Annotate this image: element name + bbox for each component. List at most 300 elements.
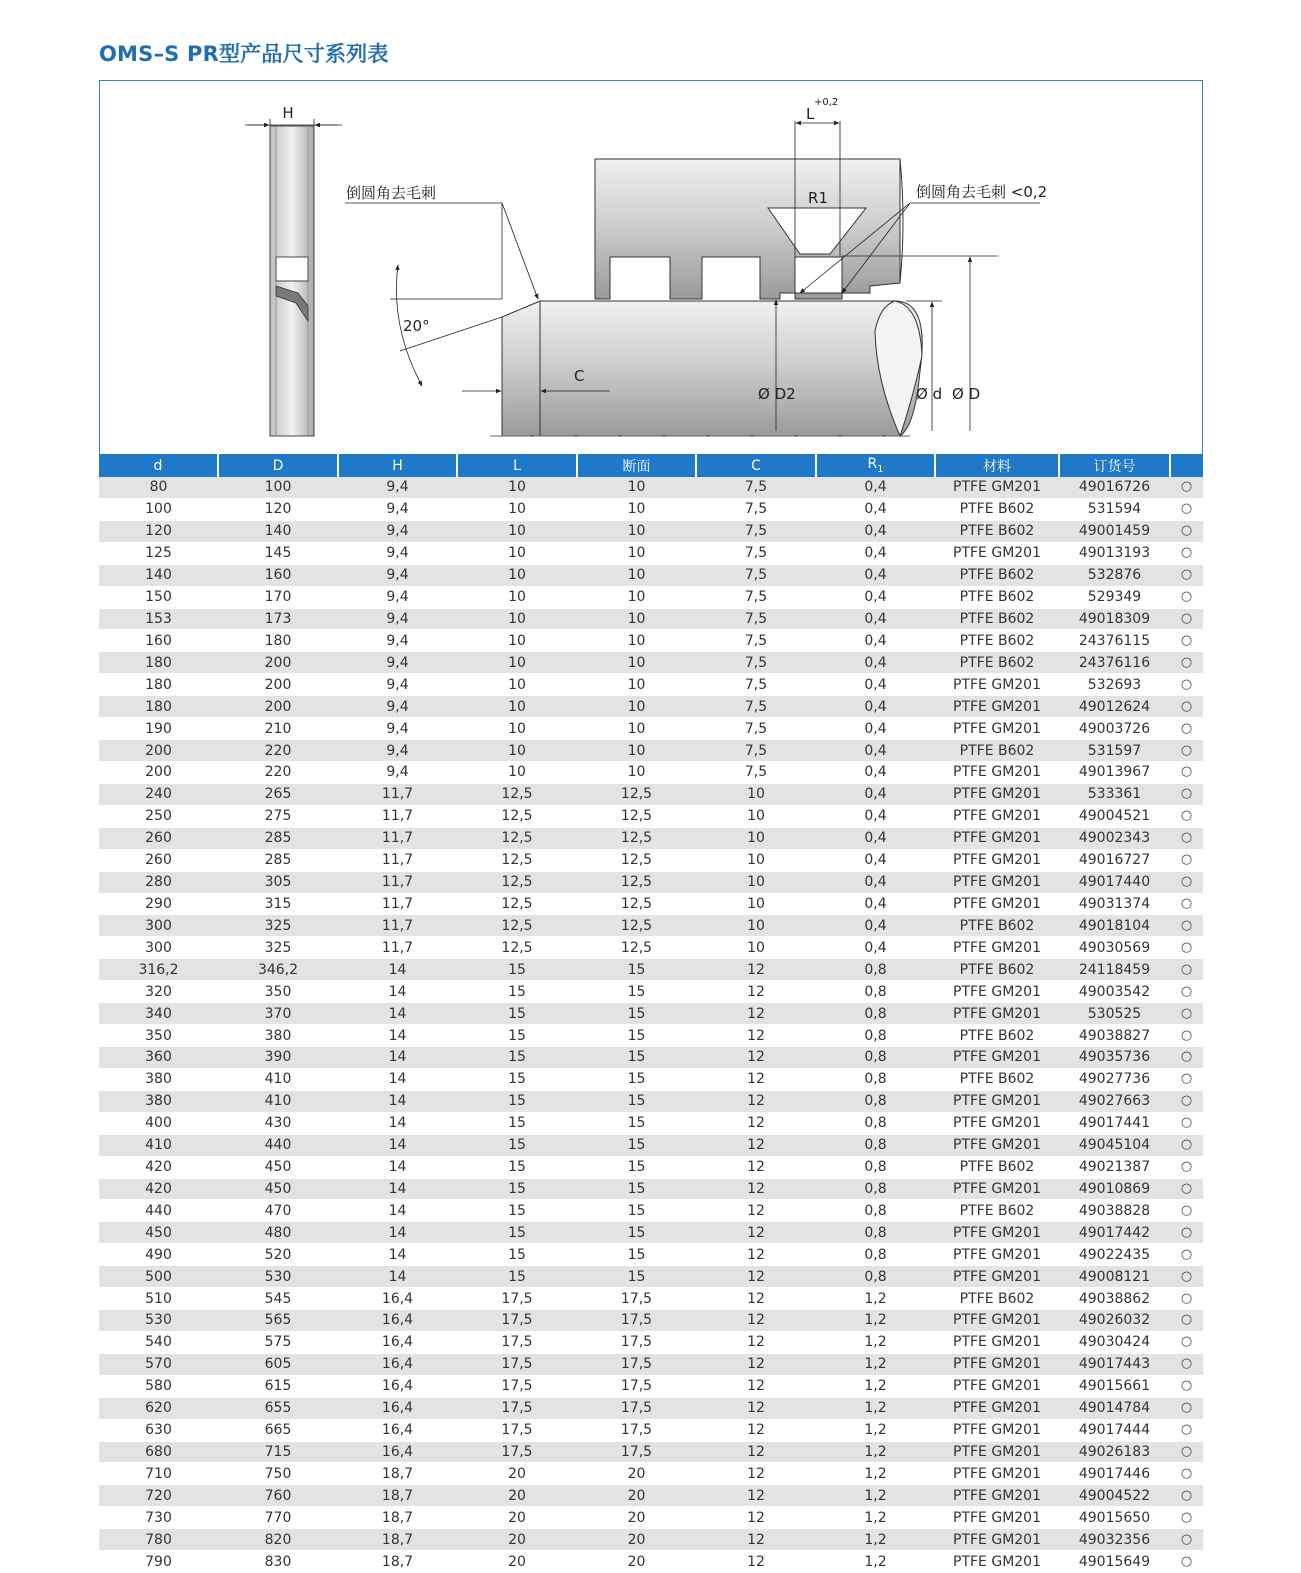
availability-mark: ○: [1170, 1507, 1203, 1529]
cell-D: 120: [218, 498, 338, 520]
cell-c: 7,5: [696, 718, 816, 740]
cell-l: 15: [457, 1046, 577, 1068]
cell-l: 15: [457, 981, 577, 1003]
cell-l: 10: [457, 674, 577, 696]
cell-c: 10: [696, 827, 816, 849]
cell-l: 10: [457, 542, 577, 564]
cell-material: PTFE GM201: [935, 1178, 1059, 1200]
availability-mark: ○: [1170, 1485, 1203, 1507]
availability-mark: ○: [1170, 652, 1203, 674]
table-row: [99, 937, 1203, 959]
cell-D: 285: [218, 827, 338, 849]
cell-D: 210: [218, 718, 338, 740]
table-row: [99, 477, 1203, 498]
availability-mark: ○: [1170, 893, 1203, 915]
table-row: [99, 1310, 1203, 1332]
cell-h: 9,4: [338, 564, 457, 586]
table-row: [99, 542, 1203, 564]
cell-r1: 1,2: [816, 1441, 935, 1463]
cell-material: PTFE GM201: [935, 1463, 1059, 1485]
cell-d: 280: [99, 871, 218, 893]
cell-section: 15: [577, 1068, 696, 1090]
cell-section: 20: [577, 1463, 696, 1485]
cell-l: 17,5: [457, 1310, 577, 1332]
cell-section: 17,5: [577, 1310, 696, 1332]
table-row: [99, 740, 1203, 762]
header-r1-sub: 1: [877, 463, 884, 475]
cell-order-no: 49018104: [1059, 915, 1170, 937]
cell-order-no: 49030424: [1059, 1331, 1170, 1353]
cell-l: 12,5: [457, 915, 577, 937]
table-row: [99, 718, 1203, 740]
cell-order-no: 49015649: [1059, 1551, 1170, 1573]
availability-mark: ○: [1170, 1222, 1203, 1244]
cell-c: 10: [696, 915, 816, 937]
availability-mark: ○: [1170, 1441, 1203, 1463]
table-row: [99, 1485, 1203, 1507]
cell-h: 16,4: [338, 1441, 457, 1463]
availability-mark: ○: [1170, 871, 1203, 893]
availability-mark: ○: [1170, 1310, 1203, 1332]
cell-order-no: 49026183: [1059, 1441, 1170, 1463]
dim-l-label: L: [806, 105, 815, 123]
size-series-table: [99, 454, 1203, 1573]
cell-D: 545: [218, 1288, 338, 1310]
cell-order-no: 49021387: [1059, 1156, 1170, 1178]
cell-section: 12,5: [577, 849, 696, 871]
table-row: [99, 871, 1203, 893]
cell-l: 12,5: [457, 871, 577, 893]
table-row: [99, 1331, 1203, 1353]
cell-c: 7,5: [696, 498, 816, 520]
availability-mark: ○: [1170, 586, 1203, 608]
table-row: [99, 893, 1203, 915]
table-row: [99, 1222, 1203, 1244]
cell-r1: 0,4: [816, 827, 935, 849]
cell-d: 180: [99, 674, 218, 696]
table-row: [99, 520, 1203, 542]
cell-l: 15: [457, 1266, 577, 1288]
cell-section: 10: [577, 740, 696, 762]
cell-r1: 1,2: [816, 1419, 935, 1441]
cell-r1: 0,4: [816, 849, 935, 871]
angle-label: 20°: [403, 317, 430, 335]
cell-order-no: 533361: [1059, 783, 1170, 805]
cell-l: 10: [457, 652, 577, 674]
cell-l: 10: [457, 586, 577, 608]
availability-mark: ○: [1170, 1288, 1203, 1310]
cell-d: 153: [99, 608, 218, 630]
cell-section: 15: [577, 1266, 696, 1288]
cell-d: 200: [99, 740, 218, 762]
cell-h: 11,7: [338, 827, 457, 849]
cell-section: 10: [577, 652, 696, 674]
cell-l: 12,5: [457, 805, 577, 827]
cell-r1: 0,8: [816, 1222, 935, 1244]
cell-section: 17,5: [577, 1397, 696, 1419]
cell-material: PTFE GM201: [935, 1397, 1059, 1419]
table-header-row: [99, 454, 1203, 477]
cell-l: 10: [457, 718, 577, 740]
cell-h: 16,4: [338, 1288, 457, 1310]
cell-h: 14: [338, 1266, 457, 1288]
cell-h: 9,4: [338, 761, 457, 783]
cell-D: 605: [218, 1353, 338, 1375]
cell-r1: 0,4: [816, 542, 935, 564]
cell-section: 10: [577, 718, 696, 740]
cell-h: 14: [338, 959, 457, 981]
cell-r1: 1,2: [816, 1397, 935, 1419]
cell-D: 470: [218, 1200, 338, 1222]
cell-order-no: 49032356: [1059, 1529, 1170, 1551]
cell-section: 15: [577, 1134, 696, 1156]
cell-l: 20: [457, 1485, 577, 1507]
cell-l: 12,5: [457, 827, 577, 849]
cell-D: 145: [218, 542, 338, 564]
cell-h: 14: [338, 1244, 457, 1266]
availability-mark: ○: [1170, 1266, 1203, 1288]
cell-d: 240: [99, 783, 218, 805]
cell-c: 12: [696, 1419, 816, 1441]
cell-section: 10: [577, 498, 696, 520]
cell-material: PTFE B602: [935, 740, 1059, 762]
table-row: [99, 805, 1203, 827]
cell-material: PTFE GM201: [935, 981, 1059, 1003]
cell-section: 17,5: [577, 1353, 696, 1375]
cell-order-no: 531597: [1059, 740, 1170, 762]
cell-order-no: 49003542: [1059, 981, 1170, 1003]
cell-h: 14: [338, 1046, 457, 1068]
cell-l: 15: [457, 1090, 577, 1112]
cell-order-no: 49008121: [1059, 1266, 1170, 1288]
cell-h: 9,4: [338, 542, 457, 564]
cell-l: 10: [457, 520, 577, 542]
cell-section: 15: [577, 1200, 696, 1222]
cell-material: PTFE GM201: [935, 1046, 1059, 1068]
cell-D: 665: [218, 1419, 338, 1441]
cell-r1: 0,4: [816, 520, 935, 542]
cell-section: 17,5: [577, 1441, 696, 1463]
cell-l: 10: [457, 608, 577, 630]
cell-h: 9,4: [338, 520, 457, 542]
cell-l: 15: [457, 1134, 577, 1156]
table-row: [99, 783, 1203, 805]
cell-l: 15: [457, 1025, 577, 1047]
cell-d: 150: [99, 586, 218, 608]
cell-h: 14: [338, 1156, 457, 1178]
cell-h: 11,7: [338, 805, 457, 827]
availability-mark: ○: [1170, 1331, 1203, 1353]
cell-d: 360: [99, 1046, 218, 1068]
cell-material: PTFE B602: [935, 586, 1059, 608]
cell-c: 12: [696, 1397, 816, 1419]
cell-material: PTFE GM201: [935, 805, 1059, 827]
header-d: d: [99, 454, 218, 477]
cell-material: PTFE GM201: [935, 827, 1059, 849]
cell-c: 12: [696, 1463, 816, 1485]
cell-material: PTFE GM201: [935, 1134, 1059, 1156]
cell-section: 15: [577, 1025, 696, 1047]
cell-r1: 0,8: [816, 1046, 935, 1068]
dim-h-label: H: [282, 104, 294, 122]
cell-material: PTFE GM201: [935, 1375, 1059, 1397]
cell-h: 16,4: [338, 1331, 457, 1353]
cell-r1: 1,2: [816, 1375, 935, 1397]
table-row: [99, 1529, 1203, 1551]
cell-D: 315: [218, 893, 338, 915]
cell-D: 305: [218, 871, 338, 893]
cell-h: 11,7: [338, 915, 457, 937]
cell-l: 17,5: [457, 1397, 577, 1419]
cell-h: 9,4: [338, 674, 457, 696]
cell-D: 350: [218, 981, 338, 1003]
availability-mark: ○: [1170, 1529, 1203, 1551]
cell-c: 12: [696, 1551, 816, 1573]
cell-d: 260: [99, 827, 218, 849]
cell-D: 180: [218, 630, 338, 652]
cell-order-no: 24376115: [1059, 630, 1170, 652]
cell-h: 9,4: [338, 696, 457, 718]
cell-order-no: 49017440: [1059, 871, 1170, 893]
cell-l: 10: [457, 696, 577, 718]
cell-c: 7,5: [696, 608, 816, 630]
cell-r1: 0,8: [816, 1200, 935, 1222]
cell-D: 410: [218, 1090, 338, 1112]
cell-d: 190: [99, 718, 218, 740]
cell-d: 630: [99, 1419, 218, 1441]
cell-material: PTFE B602: [935, 520, 1059, 542]
cell-order-no: 49038828: [1059, 1200, 1170, 1222]
cell-h: 11,7: [338, 783, 457, 805]
availability-mark: ○: [1170, 1375, 1203, 1397]
cell-c: 12: [696, 1222, 816, 1244]
cell-l: 20: [457, 1507, 577, 1529]
availability-mark: ○: [1170, 981, 1203, 1003]
cell-d: 570: [99, 1353, 218, 1375]
cell-order-no: 49027663: [1059, 1090, 1170, 1112]
availability-mark: ○: [1170, 608, 1203, 630]
cell-l: 20: [457, 1551, 577, 1573]
cell-section: 12,5: [577, 871, 696, 893]
availability-mark: ○: [1170, 696, 1203, 718]
cell-r1: 0,8: [816, 1178, 935, 1200]
cell-l: 12,5: [457, 783, 577, 805]
cell-c: 12: [696, 1025, 816, 1047]
cell-c: 12: [696, 1375, 816, 1397]
cell-l: 15: [457, 1178, 577, 1200]
cell-order-no: 49018309: [1059, 608, 1170, 630]
cell-h: 9,4: [338, 586, 457, 608]
cell-D: 615: [218, 1375, 338, 1397]
cell-l: 10: [457, 630, 577, 652]
cell-material: PTFE GM201: [935, 1244, 1059, 1266]
cell-order-no: 49038827: [1059, 1025, 1170, 1047]
cell-l: 15: [457, 1222, 577, 1244]
cell-order-no: 49003726: [1059, 718, 1170, 740]
cell-d: 420: [99, 1156, 218, 1178]
availability-mark: ○: [1170, 564, 1203, 586]
cell-d: 420: [99, 1178, 218, 1200]
cell-r1: 0,4: [816, 761, 935, 783]
cell-d: 410: [99, 1134, 218, 1156]
cell-d: 80: [99, 477, 218, 498]
cell-D: 346,2: [218, 959, 338, 981]
cell-order-no: 529349: [1059, 586, 1170, 608]
cell-order-no: 532693: [1059, 674, 1170, 696]
cell-section: 17,5: [577, 1419, 696, 1441]
cell-section: 10: [577, 696, 696, 718]
table-row: [99, 1200, 1203, 1222]
cell-d: 260: [99, 849, 218, 871]
cell-section: 10: [577, 608, 696, 630]
cell-section: 10: [577, 761, 696, 783]
cell-c: 12: [696, 1178, 816, 1200]
cell-r1: 0,8: [816, 1156, 935, 1178]
cell-order-no: 531594: [1059, 498, 1170, 520]
cell-section: 12,5: [577, 893, 696, 915]
cell-r1: 1,2: [816, 1485, 935, 1507]
cell-l: 20: [457, 1463, 577, 1485]
availability-mark: ○: [1170, 542, 1203, 564]
cell-section: 15: [577, 981, 696, 1003]
cell-section: 20: [577, 1507, 696, 1529]
cell-c: 7,5: [696, 586, 816, 608]
cell-h: 11,7: [338, 937, 457, 959]
header-h: H: [338, 454, 457, 477]
cell-r1: 0,8: [816, 981, 935, 1003]
cell-section: 12,5: [577, 937, 696, 959]
table-row: [99, 1134, 1203, 1156]
header-order-no: 订货号: [1059, 454, 1170, 477]
cell-order-no: 532876: [1059, 564, 1170, 586]
cell-D: 530: [218, 1266, 338, 1288]
cell-d: 316,2: [99, 959, 218, 981]
cell-l: 15: [457, 1068, 577, 1090]
cell-material: PTFE B602: [935, 652, 1059, 674]
cell-d: 540: [99, 1331, 218, 1353]
cell-l: 10: [457, 740, 577, 762]
cell-l: 10: [457, 477, 577, 498]
cell-order-no: 49022435: [1059, 1244, 1170, 1266]
cell-material: PTFE B602: [935, 564, 1059, 586]
cell-D: 370: [218, 1003, 338, 1025]
cell-h: 14: [338, 1178, 457, 1200]
cell-h: 14: [338, 1134, 457, 1156]
cell-r1: 1,2: [816, 1353, 935, 1375]
chamfer-right-label: 倒圆角去毛刺 <0,2: [916, 183, 1048, 201]
cell-c: 10: [696, 893, 816, 915]
cell-l: 17,5: [457, 1331, 577, 1353]
cell-l: 17,5: [457, 1288, 577, 1310]
cell-r1: 0,4: [816, 630, 935, 652]
cell-D: 410: [218, 1068, 338, 1090]
dim-d-small-label: Ø d: [916, 385, 943, 403]
cell-c: 10: [696, 871, 816, 893]
cell-D: 100: [218, 477, 338, 498]
cell-D: 170: [218, 586, 338, 608]
cell-d: 250: [99, 805, 218, 827]
cell-l: 12,5: [457, 893, 577, 915]
cell-material: PTFE GM201: [935, 871, 1059, 893]
cell-c: 10: [696, 849, 816, 871]
table-row: [99, 1244, 1203, 1266]
cell-D: 450: [218, 1156, 338, 1178]
table-row: [99, 498, 1203, 520]
table-row: [99, 1003, 1203, 1025]
cell-h: 16,4: [338, 1353, 457, 1375]
cell-c: 7,5: [696, 564, 816, 586]
cell-d: 500: [99, 1266, 218, 1288]
availability-mark: ○: [1170, 520, 1203, 542]
cell-d: 100: [99, 498, 218, 520]
cell-D: 830: [218, 1551, 338, 1573]
cell-l: 17,5: [457, 1419, 577, 1441]
cell-r1: 0,4: [816, 477, 935, 498]
table-row: [99, 1353, 1203, 1375]
cell-h: 18,7: [338, 1485, 457, 1507]
cell-c: 10: [696, 805, 816, 827]
cell-order-no: 49038862: [1059, 1288, 1170, 1310]
cell-order-no: 24118459: [1059, 959, 1170, 981]
cell-l: 17,5: [457, 1353, 577, 1375]
availability-mark: ○: [1170, 630, 1203, 652]
dim-l-tolerance: +0,2: [814, 97, 839, 108]
cell-section: 20: [577, 1551, 696, 1573]
cell-d: 580: [99, 1375, 218, 1397]
table-row: [99, 630, 1203, 652]
cell-c: 12: [696, 1529, 816, 1551]
cell-l: 15: [457, 1156, 577, 1178]
table-row: [99, 1178, 1203, 1200]
cell-material: PTFE GM201: [935, 1266, 1059, 1288]
cell-l: 17,5: [457, 1375, 577, 1397]
page-title: OMS–S PR型产品尺寸系列表: [99, 42, 389, 66]
cell-r1: 1,2: [816, 1310, 935, 1332]
cell-r1: 1,2: [816, 1507, 935, 1529]
shaft: [490, 301, 922, 436]
availability-mark: ○: [1170, 937, 1203, 959]
cell-d: 710: [99, 1463, 218, 1485]
cell-section: 17,5: [577, 1331, 696, 1353]
cell-r1: 0,4: [816, 740, 935, 762]
cell-order-no: 49017443: [1059, 1353, 1170, 1375]
cell-order-no: 530525: [1059, 1003, 1170, 1025]
table-row: [99, 674, 1203, 696]
cell-c: 7,5: [696, 761, 816, 783]
cell-r1: 1,2: [816, 1331, 935, 1353]
cell-r1: 1,2: [816, 1529, 935, 1551]
cell-c: 12: [696, 1112, 816, 1134]
cell-material: PTFE GM201: [935, 761, 1059, 783]
availability-mark: ○: [1170, 1463, 1203, 1485]
cell-r1: 0,8: [816, 1068, 935, 1090]
cell-material: PTFE GM201: [935, 1485, 1059, 1507]
cell-D: 575: [218, 1331, 338, 1353]
cell-r1: 0,4: [816, 915, 935, 937]
cell-section: 17,5: [577, 1375, 696, 1397]
cell-material: PTFE B602: [935, 1068, 1059, 1090]
cell-r1: 0,4: [816, 696, 935, 718]
cell-r1: 0,4: [816, 871, 935, 893]
cell-d: 490: [99, 1244, 218, 1266]
availability-mark: ○: [1170, 1046, 1203, 1068]
cell-section: 15: [577, 1090, 696, 1112]
cell-r1: 0,4: [816, 718, 935, 740]
cell-d: 140: [99, 564, 218, 586]
cell-c: 7,5: [696, 652, 816, 674]
cell-order-no: 49013193: [1059, 542, 1170, 564]
cell-r1: 0,8: [816, 1112, 935, 1134]
